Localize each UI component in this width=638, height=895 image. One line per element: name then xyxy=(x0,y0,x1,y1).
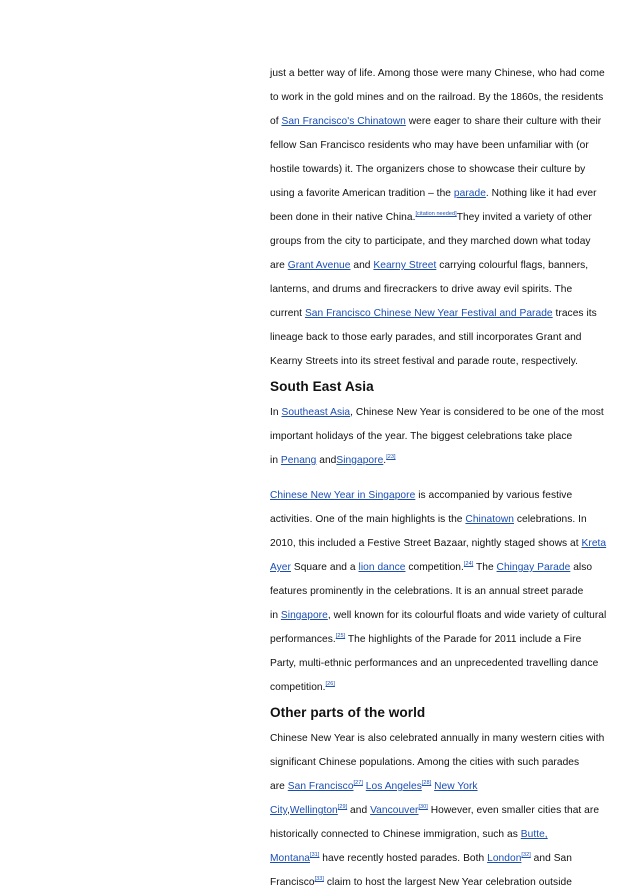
link-chinatown[interactable]: Chinatown xyxy=(465,514,514,525)
text-line: in Penang andSingapore.[23] xyxy=(270,454,396,466)
text-line: been done in their native China.[citation needed]They invited a variety of other xyxy=(270,211,592,223)
link-vancouver[interactable]: Vancouver xyxy=(370,805,419,816)
link-kreta[interactable]: Kreta xyxy=(581,538,607,549)
citation-33[interactable]: [33] xyxy=(314,876,324,882)
citation-25[interactable]: [25] xyxy=(335,633,346,639)
text-line: Montana[31] have recently hosted parades. Both London[32] and San xyxy=(270,852,572,864)
text-line: lanterns, and drums and firecrackers to drive away evil spirits. The xyxy=(270,284,573,295)
section-heading: South East Asia xyxy=(270,379,374,394)
link-parade[interactable]: parade xyxy=(453,188,486,199)
text-line: City,Wellington[29] and Vancouver[30] However, even smaller cities that are xyxy=(270,804,600,816)
link-penang[interactable]: Penang xyxy=(280,455,317,466)
text-line: Party, multi-ethnic performances and an unprecedented travelling dance xyxy=(270,658,599,669)
link-sf-chinatown[interactable]: San Francisco's Chinatown xyxy=(281,116,406,127)
text-line: of San Francisco's Chinatown were eager to share their culture with their xyxy=(270,116,602,127)
citation-29[interactable]: [29] xyxy=(337,804,348,810)
link-new-york-city[interactable]: City xyxy=(270,805,287,816)
link-southeast-asia[interactable]: Southeast Asia xyxy=(281,407,351,418)
text-line: to work in the gold mines and on the railroad. By the 1860s, the residents xyxy=(270,92,604,103)
text-line: hostile towards) it. The organizers chose to showcase their culture by xyxy=(270,164,586,175)
citation-26[interactable]: [26] xyxy=(325,681,335,687)
text-line: Ayer Square and a lion dance competition.[24] The Chingay Parade also xyxy=(270,561,593,573)
citation-27[interactable]: [27] xyxy=(353,780,363,786)
text-line: Francisco[33] claim to host the largest New Year celebration outside xyxy=(270,876,572,888)
citation-30[interactable]: [30] xyxy=(418,804,428,810)
link-kearny-street[interactable]: Kearny Street xyxy=(373,260,437,271)
citation-28[interactable]: [28] xyxy=(421,780,432,786)
link-singapore-2[interactable]: Singapore xyxy=(280,610,328,621)
document-page xyxy=(270,62,607,895)
link-chingay-parade[interactable]: Chingay Parade xyxy=(496,562,571,573)
text-line: using a favorite American tradition – the parade. Nothing like it had ever xyxy=(270,188,597,199)
link-ayer[interactable]: Ayer xyxy=(270,562,291,573)
link-wellington[interactable]: Wellington xyxy=(289,805,338,816)
link-grant-avenue[interactable]: Grant Avenue xyxy=(287,260,351,271)
link-cny-singapore[interactable]: Chinese New Year in Singapore xyxy=(270,490,416,501)
text-line: In Southeast Asia, Chinese New Year is considered to be one of the most xyxy=(270,407,604,418)
text-line: current San Francisco Chinese New Year Festival and Parade traces its xyxy=(270,308,597,319)
text-line: in Singapore, well known for its colourful floats and wide variety of cultural xyxy=(270,610,607,621)
citation-needed[interactable]: [citation needed] xyxy=(415,211,457,217)
text-line: significant Chinese populations. Among the cities with such parades xyxy=(270,757,580,768)
text-line: groups from the city to participate, and they marched down what today xyxy=(270,236,591,247)
link-san-francisco[interactable]: San Francisco xyxy=(287,781,354,792)
text-line: competition.[26] xyxy=(270,681,335,693)
text-line: Chinese New Year in Singapore is accompanied by various festive xyxy=(270,490,573,501)
link-new-york[interactable]: New York xyxy=(434,781,478,792)
link-lion-dance[interactable]: lion dance xyxy=(358,562,406,573)
text-line: Chinese New Year is also celebrated annually in many western cities with xyxy=(270,733,605,744)
text-line: are San Francisco[27] Los Angeles[28] New York xyxy=(270,780,478,792)
citation-23[interactable]: [23] xyxy=(386,454,396,460)
link-los-angeles[interactable]: Los Angeles xyxy=(365,781,422,792)
link-montana[interactable]: Montana xyxy=(270,853,310,864)
text-line: fellow San Francisco residents who may have been unfamiliar with (or xyxy=(270,140,589,151)
text-line: lineage back to those early parades, and still incorporates Grant and xyxy=(270,332,582,343)
citation-32[interactable]: [32] xyxy=(521,852,531,858)
text-line: 2010, this included a Festive Street Bazaar, nightly staged shows at Kreta xyxy=(270,538,607,549)
text-line: are Grant Avenue and Kearny Street carrying colourful flags, banners, xyxy=(270,260,589,271)
link-butte[interactable]: Butte, xyxy=(520,829,548,840)
text-line: important holidays of the year. The biggest celebrations take place xyxy=(270,431,573,442)
text-line: features prominently in the celebrations. It is an annual street parade xyxy=(270,586,584,597)
section-heading: Other parts of the world xyxy=(270,705,426,720)
citation-24[interactable]: [24] xyxy=(463,561,474,567)
link-singapore[interactable]: Singapore xyxy=(336,455,384,466)
text-line: activities. One of the main highlights is the Chinatown celebrations. In xyxy=(270,514,587,525)
text-line: Kearny Streets into its street festival and parade route, respectively. xyxy=(270,356,579,367)
link-sf-festival-parade[interactable]: San Francisco Chinese New Year Festival and Parade xyxy=(304,308,553,319)
citation-31[interactable]: [31] xyxy=(310,852,320,858)
text-line: historically connected to Chinese immigration, such as Butte, xyxy=(270,829,548,840)
link-london[interactable]: London xyxy=(487,853,522,864)
text-line: performances.[25] The highlights of the Parade for 2011 include a Fire xyxy=(270,633,582,645)
text-line: just a better way of life. Among those were many Chinese, who had come xyxy=(270,68,605,79)
